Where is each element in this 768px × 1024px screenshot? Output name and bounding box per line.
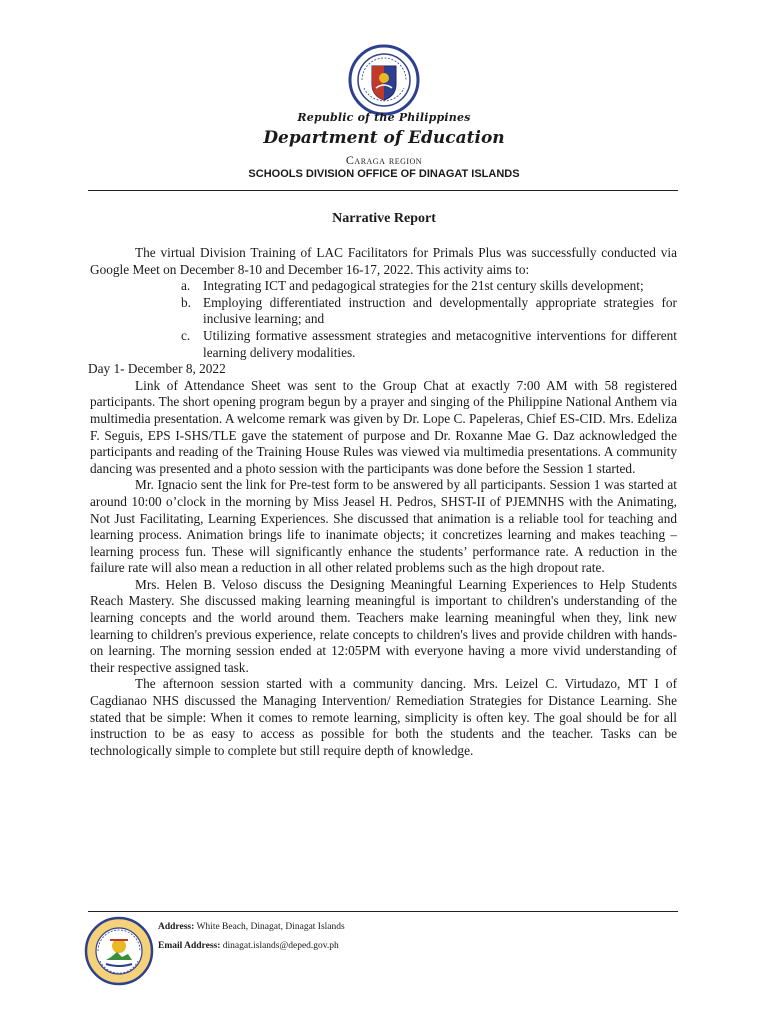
aim-marker: c. — [181, 327, 191, 343]
body-paragraph: Mr. Ignacio sent the link for Pre-test form to be answered by all participants. Session 1 was started at around 10:00 o’clock in the morning by Miss Jeasel H. Pedros, SHST-II of PJEMNHS with the Animating, Not Just Facilitating, Learning Experiences. She discussed that animation is a reliable tool for teaching and learning process. Animation brings life to inanimate objects; it concretizes learning and makes teaching – learning process fun. These will significantly enhance the students’ performance rate. A reduction in the failure rate will also mean a reduction in all other related problems such as the high dropout rate. — [90, 477, 677, 576]
body-paragraph: Mrs. Helen B. Veloso discuss the Designing Meaningful Learning Experiences to Help Students Reach Mastery. She discussed making learning meaningful is important to children's understanding of the learning concepts and the world around them. Teachers make learning meaningful when they, link new learning to children's previous experience, relate concepts to children's lives and provide children with hands-on learning. The morning session ended at 12:05PM with everyone having a more vivid understanding of their respective assigned task. — [90, 576, 677, 675]
aims-list — [90, 278, 677, 361]
republic-label: Republic of the Philippines — [297, 111, 471, 124]
aim-item — [181, 327, 677, 361]
department-name: Department of Education — [263, 128, 505, 148]
region-label: Caraga region — [345, 153, 423, 167]
aim-item — [181, 278, 677, 295]
report-title: Narrative Report — [332, 211, 436, 226]
footer-email — [158, 941, 339, 951]
division-seal-logo — [84, 916, 154, 986]
aim-marker: b. — [181, 294, 191, 310]
division-office-label: SCHOOLS DIVISION OFFICE OF DINAGAT ISLANDS — [248, 168, 520, 180]
intro-paragraph: The virtual Division Training of LAC Facilitators for Primals Plus was successfully conducted via Google Meet on December 8-10 and December 16-17, 2022. This activity aims to: — [90, 245, 677, 277]
aim-text: Integrating ICT and pedagogical strategies for the 21st century skills development; — [203, 278, 644, 294]
email-value[interactable]: dinagat.islands@deped.gov.ph — [222, 941, 339, 951]
report-body — [90, 245, 677, 759]
body-paragraph: Link of Attendance Sheet was sent to the Group Chat at exactly 7:00 AM with 58 registered participants. The short opening program begun by a prayer and singing of the Philippine National Anthem via multimedia presentation. A welcome remark was given by Dr. Lope C. Papeleras, Chief ES-CID. Mrs. Edeliza F. Seguis, EPS I-SHS/TLE gave the statement of purpose and Dr. Roxanne Mae G. Daz acknowledged the participants and reading of the Training House Rules was viewed via multimedia presentations. A community dancing was presented and a photo session with the participants was done before the Session 1 started. — [90, 377, 677, 476]
aim-item — [181, 294, 677, 328]
aim-text: Utilizing formative assessment strategies and metacognitive interventions for different learning delivery modalities. — [203, 327, 677, 360]
header-divider — [88, 190, 678, 191]
email-label: Email Address: — [158, 941, 221, 951]
deped-seal-logo — [348, 44, 420, 116]
address-label: Address: — [158, 922, 195, 932]
address-value: White Beach, Dinagat, Dinagat Islands — [196, 922, 345, 932]
footer-address — [158, 922, 345, 932]
body-paragraph: The afternoon session started with a community dancing. Mrs. Leizel C. Virtudazo, MT I of Cagdianao NHS discussed the Managing Intervention/ Remediation Strategies for Distance Learning. She stated that be simple: When it comes to remote learning, simplicity is often key. The goal should be for all instruction to be as easy to access as possible for both the students and the teacher. Tasks can be technologically simple to complete but still require depth of knowledge. — [90, 676, 677, 758]
footer-divider — [88, 911, 678, 912]
aim-marker: a. — [181, 278, 191, 294]
day-heading: Day 1- December 8, 2022 — [88, 361, 226, 377]
aim-text: Employing differentiated instruction and developmentally appropriate strategies for inclusive learning; and — [203, 294, 677, 327]
